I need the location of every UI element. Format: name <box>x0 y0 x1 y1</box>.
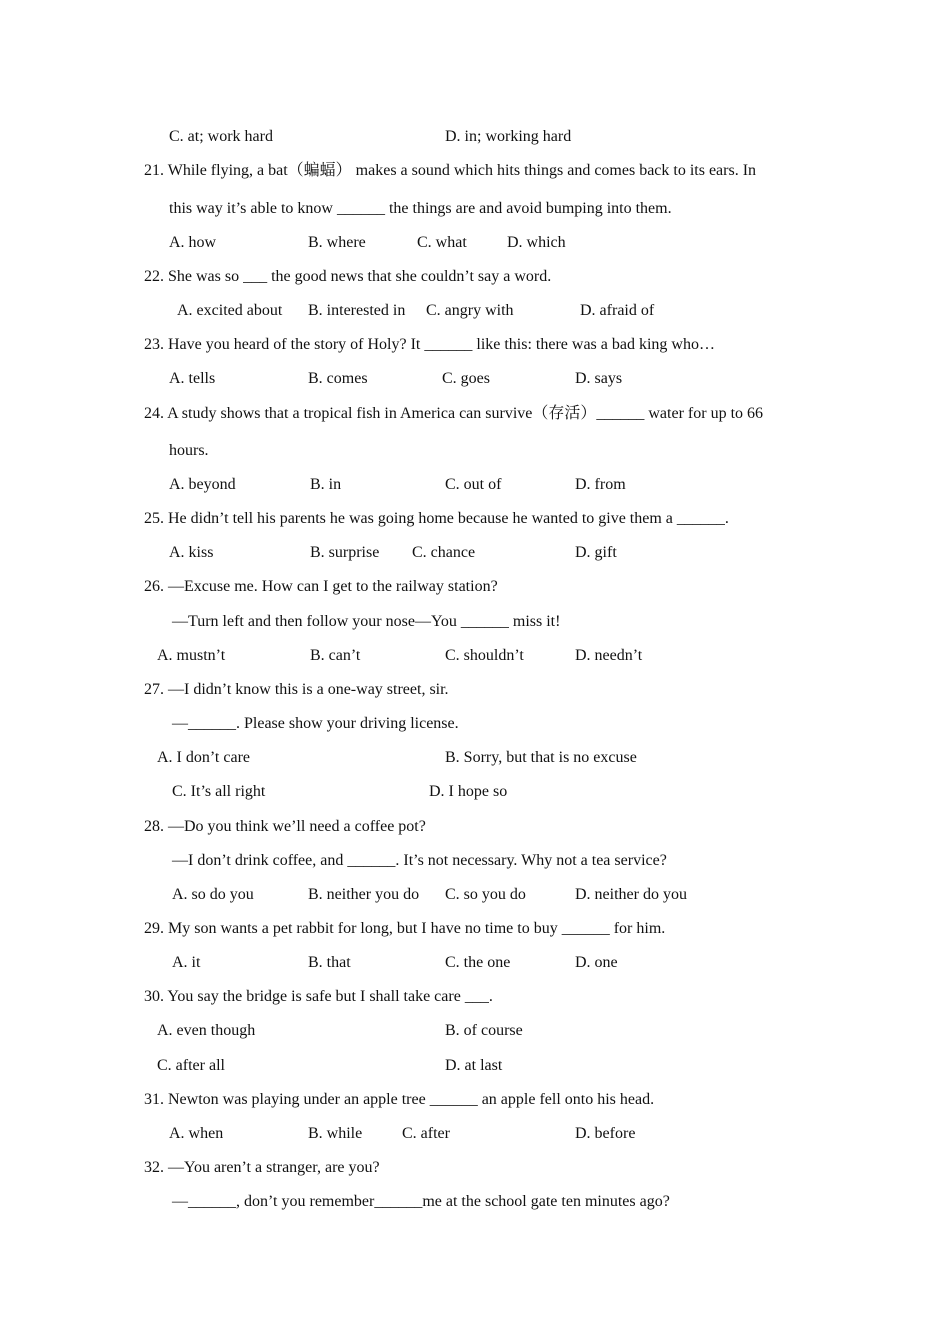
q30-option-b: B. of course <box>445 1022 523 1039</box>
q27-option-d: D. I hope so <box>429 783 508 800</box>
q22-option-a: A. excited about <box>177 302 283 319</box>
q30-option-c: C. after all <box>157 1057 225 1074</box>
q29-option-c: C. the one <box>445 954 511 971</box>
q22-option-b: B. interested in <box>308 302 406 319</box>
q22-option-c: C. angry with <box>426 302 514 319</box>
q29-stem: 29. My son wants a pet rabbit for long, but I have no time to buy ______ for him. <box>144 920 666 937</box>
q26-stem-line-2: —Turn left and then follow your nose—You ______ miss it! <box>172 613 561 630</box>
q27-option-a: A. I don’t care <box>157 749 250 766</box>
q29-option-b: B. that <box>308 954 351 971</box>
q30-option-d: D. at last <box>445 1057 503 1074</box>
q24-stem-line-1: 24. A study shows that a tropical fish in America can survive（存活）______ water for up to 66 <box>144 405 764 422</box>
q26-option-c: C. shouldn’t <box>445 647 524 664</box>
q31-option-c: C. after <box>402 1125 450 1142</box>
q24-option-d: D. from <box>575 476 626 493</box>
q27-option-c: C. It’s all right <box>172 783 266 800</box>
q28-stem-line-1: 28. —Do you think we’ll need a coffee pot? <box>144 818 426 835</box>
q32-stem-line-1: 32. —You aren’t a stranger, are you? <box>144 1159 380 1176</box>
q21-stem-line-2: this way it’s able to know ______ the things are and avoid bumping into them. <box>169 200 672 217</box>
q28-option-c: C. so you do <box>445 886 526 903</box>
q31-stem: 31. Newton was playing under an apple tree ______ an apple fell onto his head. <box>144 1091 655 1108</box>
q25-option-c: C. chance <box>412 544 476 561</box>
q29-option-a: A. it <box>172 954 201 971</box>
q24-stem-line-2: hours. <box>169 442 209 459</box>
q21-option-a: A. how <box>169 234 217 251</box>
q23-option-a: A. tells <box>169 370 216 387</box>
q31-option-a: A. when <box>169 1125 224 1142</box>
q26-option-b: B. can’t <box>310 647 361 664</box>
q25-option-a: A. kiss <box>169 544 214 561</box>
q22-option-d: D. afraid of <box>580 302 655 319</box>
q21-option-c: C. what <box>417 234 467 251</box>
q30-stem: 30. You say the bridge is safe but I shall take care ___. <box>144 988 493 1005</box>
q26-option-d: D. needn’t <box>575 647 643 664</box>
q31-option-d: D. before <box>575 1125 636 1142</box>
q27-option-b: B. Sorry, but that is no excuse <box>445 749 637 766</box>
q21-stem-line-1: 21. While flying, a bat（蝙蝠） makes a sound which hits things and comes back to its ears. In <box>144 162 757 179</box>
q32-stem-line-2: —______, don’t you remember______me at the school gate ten minutes ago? <box>172 1193 670 1210</box>
q28-option-a: A. so do you <box>172 886 254 903</box>
q28-stem-line-2: —I don’t drink coffee, and ______. It’s not necessary. Why not a tea service? <box>172 852 667 869</box>
q30-option-a: A. even though <box>157 1022 256 1039</box>
q23-option-d: D. says <box>575 370 623 387</box>
q21-option-d: D. which <box>507 234 566 251</box>
q24-option-a: A. beyond <box>169 476 236 493</box>
q26-stem-line-1: 26. —Excuse me. How can I get to the railway station? <box>144 578 498 595</box>
q29-option-d: D. one <box>575 954 618 971</box>
q22-stem: 22. She was so ___ the good news that she couldn’t say a word. <box>144 268 552 285</box>
q31-option-b: B. while <box>308 1125 363 1142</box>
q23-stem: 23. Have you heard of the story of Holy? It ______ like this: there was a bad king who… <box>144 336 715 353</box>
q26-option-a: A. mustn’t <box>157 647 226 664</box>
q27-stem-line-2: —______. Please show your driving license. <box>172 715 459 732</box>
q25-stem: 25. He didn’t tell his parents he was going home because he wanted to give them a ______. <box>144 510 729 527</box>
q28-option-b: B. neither you do <box>308 886 420 903</box>
q28-option-d: D. neither do you <box>575 886 687 903</box>
q23-option-b: B. comes <box>308 370 368 387</box>
q25-option-d: D. gift <box>575 544 617 561</box>
q25-option-b: B. surprise <box>310 544 380 561</box>
q27-stem-line-1: 27. —I didn’t know this is a one-way street, sir. <box>144 681 449 698</box>
q21-option-b: B. where <box>308 234 366 251</box>
q24-option-c: C. out of <box>445 476 502 493</box>
q20-option-c: C. at; work hard <box>169 128 273 145</box>
q23-option-c: C. goes <box>442 370 490 387</box>
q24-option-b: B. in <box>310 476 342 493</box>
q20-option-d: D. in; working hard <box>445 128 572 145</box>
